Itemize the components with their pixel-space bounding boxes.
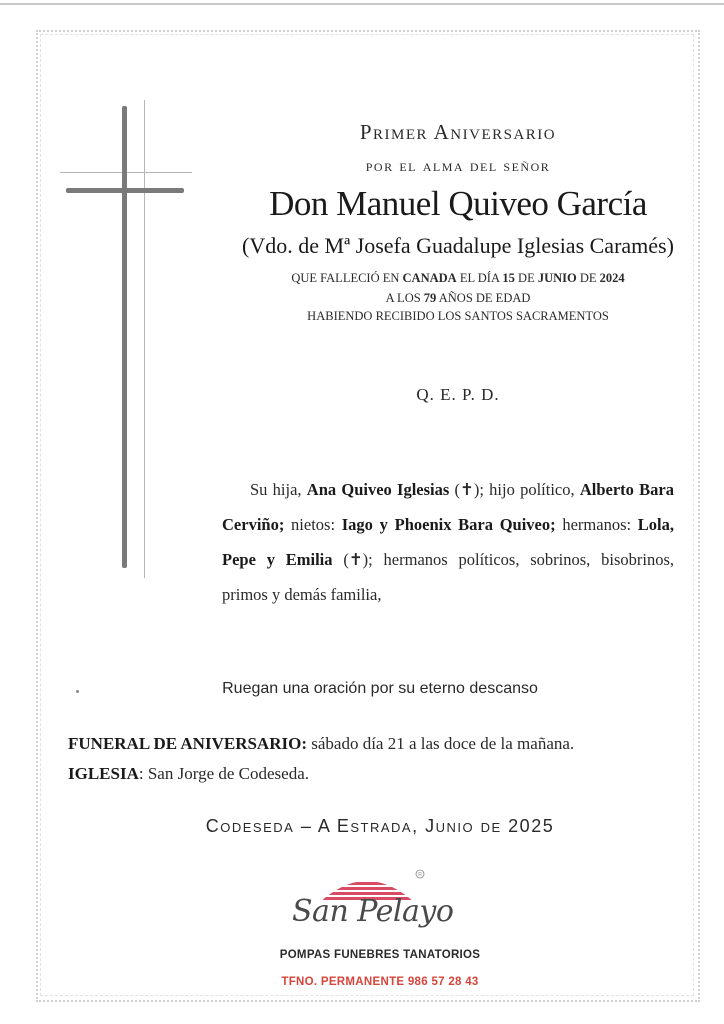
registered-mark: R xyxy=(418,872,422,878)
soul-line: por el alma del señor xyxy=(365,156,551,175)
top-rule xyxy=(0,3,724,5)
san-pelayo-logo xyxy=(292,866,454,946)
phone-number: TFNO. PERMANENTE 986 57 28 43 xyxy=(281,976,479,988)
sacraments-line: HABIENDO RECIBIDO LOS SANTOS SACRAMENTOS xyxy=(307,309,609,323)
anniversary-title: Primer Aniversario xyxy=(359,120,557,144)
death-line: QUE FALLECIÓ EN CANADA EL DÍA 15 DE JUNIO DE 2024 xyxy=(291,271,625,285)
prayer-request: Ruegan una oración por su eterno descanso xyxy=(222,680,538,697)
stray-dot xyxy=(76,690,79,693)
qepd: Q. E. P. D. xyxy=(416,385,500,404)
family-paragraph: Su hija, Ana Quiveo Iglesias (✝); hijo político, Alberto Bara Cerviño; nietos: Iago y Phoenix Bara Quiveo; hermanos: Lola, Pepe y Emilia (✝); hermanos políticos, sobrinos, bisobrinos, primos y demás familia, xyxy=(222,480,675,604)
funeral-info: FUNERAL DE ANIVERSARIO: sábado día 21 a las doce de la mañana. xyxy=(68,734,575,753)
logo-text: San Pelayo xyxy=(292,894,454,929)
age-line: A LOS 79 AÑOS DE EDAD xyxy=(385,291,531,305)
deceased-name: Don Manuel Quiveo García xyxy=(269,184,647,223)
church-info: IGLESIA: San Jorge de Codeseda. xyxy=(68,764,309,783)
widower-line: (Vdo. de Mª Josefa Guadalupe Iglesias Caramés) xyxy=(242,233,674,258)
services-label: POMPAS FUNEBRES TANATORIOS xyxy=(279,949,481,961)
place-date: Codeseda – A Estrada, Junio de 2025 xyxy=(205,816,555,836)
